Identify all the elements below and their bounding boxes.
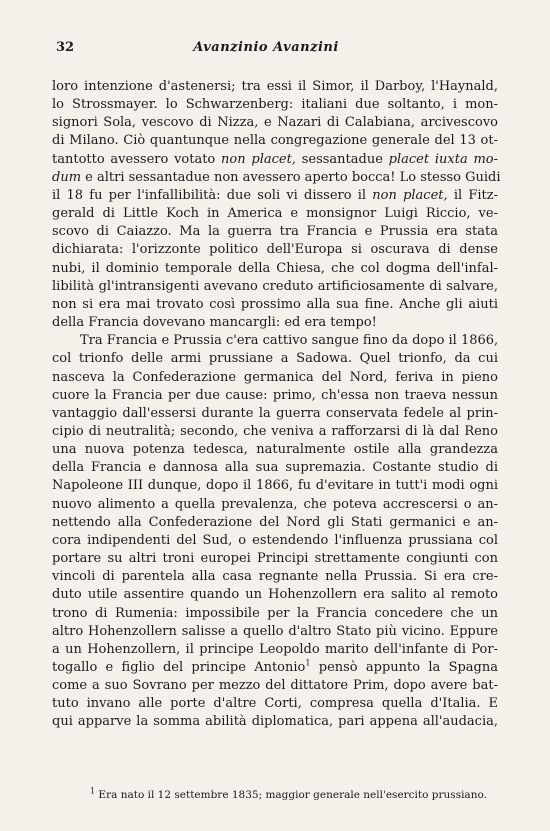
text-line: della Francia e dannosa alla sua supremazia. Costante studio di <box>52 460 498 476</box>
text-line: cipio di neutralità; secondo, che veniva a rafforzarsi di là dal Reno <box>52 423 498 439</box>
text-line: trono di Rumenia: impossibile per la Francia concedere che un <box>52 605 498 621</box>
text-line: nuovo alimento a quella prevalenza, che poteva accrescersi o an- <box>52 496 498 512</box>
paragraph-1 <box>52 78 501 332</box>
latin-phrase: placet iuxta mo- <box>388 151 499 167</box>
latin-phrase: dum <box>52 169 82 185</box>
text-line: come a suo Sovrano per mezzo del dittatore Prim, dopo avere bat- <box>52 678 498 694</box>
text-line: togallo e figlio del principe Antonio$^1$ pensò appunto la Spagna <box>52 658 499 675</box>
text-line: cuore la Francia per due cause: primo, ch'essa non traeva nessun <box>52 387 498 403</box>
text-line: altro Hohenzollern salisse a quello d'altro Stato più vicino. Eppure <box>52 623 498 639</box>
text-line: nasceva la Confederazione germanica del Nord, feriva in pieno <box>52 369 498 385</box>
footnote-marker: 1 <box>305 658 311 668</box>
latin-phrase: non placet, <box>221 151 296 167</box>
text-line: della Francia dovevano mancargli: ed era tempo! <box>52 315 377 331</box>
running-head: Avanzinio Avanzini <box>193 40 339 55</box>
text-line: vantaggio dall'essersi durante la guerra conservata fedele al prin- <box>52 405 498 421</box>
text-line: una nuova potenza tedesca, naturalmente ostile alla grandezza <box>52 442 498 458</box>
latin-phrase: non placet, <box>372 187 448 203</box>
text-line: gerald di Little Koch in America e monsignor Luigi Riccio, ve- <box>52 206 498 222</box>
text-line: Tra Francia e Prussia c'era cattivo sangue fino da dopo il 1866, <box>80 333 499 349</box>
text-line: tantotto avessero votato non placet, sessantadue placet iuxta mo- <box>52 151 499 167</box>
text-line: scovo di Caiazzo. Ma la guerra tra Francia e Prussia era stata <box>52 224 498 240</box>
text-line: libilità gl'intransigenti avevano creduto artificiosamente di salvare, <box>52 278 498 294</box>
page-header <box>44 40 488 60</box>
text-line: qui apparve la somma abilità diplomatica, pari appena all'audacia, <box>52 714 498 730</box>
text-line: loro intenzione d'astenersi; tra essi il Simor, il Darboy, l'Haynald, <box>52 79 498 94</box>
text-line: duto utile assentire quando un Hohenzollern era salito al remoto <box>52 587 498 603</box>
footnote <box>90 786 494 801</box>
text-line: il 18 fu per l'infallibilità: due soli vi dissero il non placet, il Fitz- <box>52 187 498 203</box>
text-line: nubi, il dominio temporale della Chiesa, che col dogma dell'infal- <box>52 260 498 276</box>
text-line: di Milano. Ciò quantunque nella congregazione generale del 13 ot- <box>52 133 498 149</box>
text-line: portare su altri troni europei Principi strettamente congiunti con <box>52 551 498 567</box>
footnote-text: Era nato il 12 settembre 1835; maggior generale nell'esercito prussiano. <box>95 789 487 801</box>
text-line: cora indipendenti del Sud, o estendendo l'influenza prussiana col <box>52 532 498 548</box>
text-line: signori Sola, vescovo di Nizza, e Nazari di Calabiana, arcivescovo <box>52 115 498 131</box>
text-line: vincoli di parentela alla casa regnante nella Prussia. Si era cre- <box>52 569 498 585</box>
text-line: tuto invano alle porte d'altre Corti, compresa quella d'Italia. E <box>52 696 498 712</box>
body-text <box>52 78 501 732</box>
text-line: col trionfo delle armi prussiane a Sadowa. Quel trionfo, da cui <box>52 351 498 367</box>
text-line: dichiarata: l'orizzonte politico dell'Europa si oscurava di dense <box>52 242 498 258</box>
paragraph-2 <box>52 332 498 731</box>
text-line: dum e altri sessantadue non avessero aperto bocca! Lo stesso Guidi <box>52 169 501 185</box>
text-line: a un Hohenzollern, il principe Leopoldo marito dell'infante di Por- <box>52 641 498 657</box>
text-line: lo Strossmayer. lo Schwarzenberg: italiani due soltanto, i mon- <box>52 97 498 113</box>
text-line: nettendo alla Confederazione del Nord gli Stati germanici e an- <box>52 514 498 530</box>
page-number: 32 <box>56 40 75 55</box>
text-line: Napoleone III dunque, dopo il 1866, fu d'evitare in tutt'i modi ogni <box>52 478 498 494</box>
text-line: non si era mai trovato così prossimo alla sua fine. Anche gli aiuti <box>52 296 498 312</box>
footnote-number: 1 <box>90 786 96 796</box>
